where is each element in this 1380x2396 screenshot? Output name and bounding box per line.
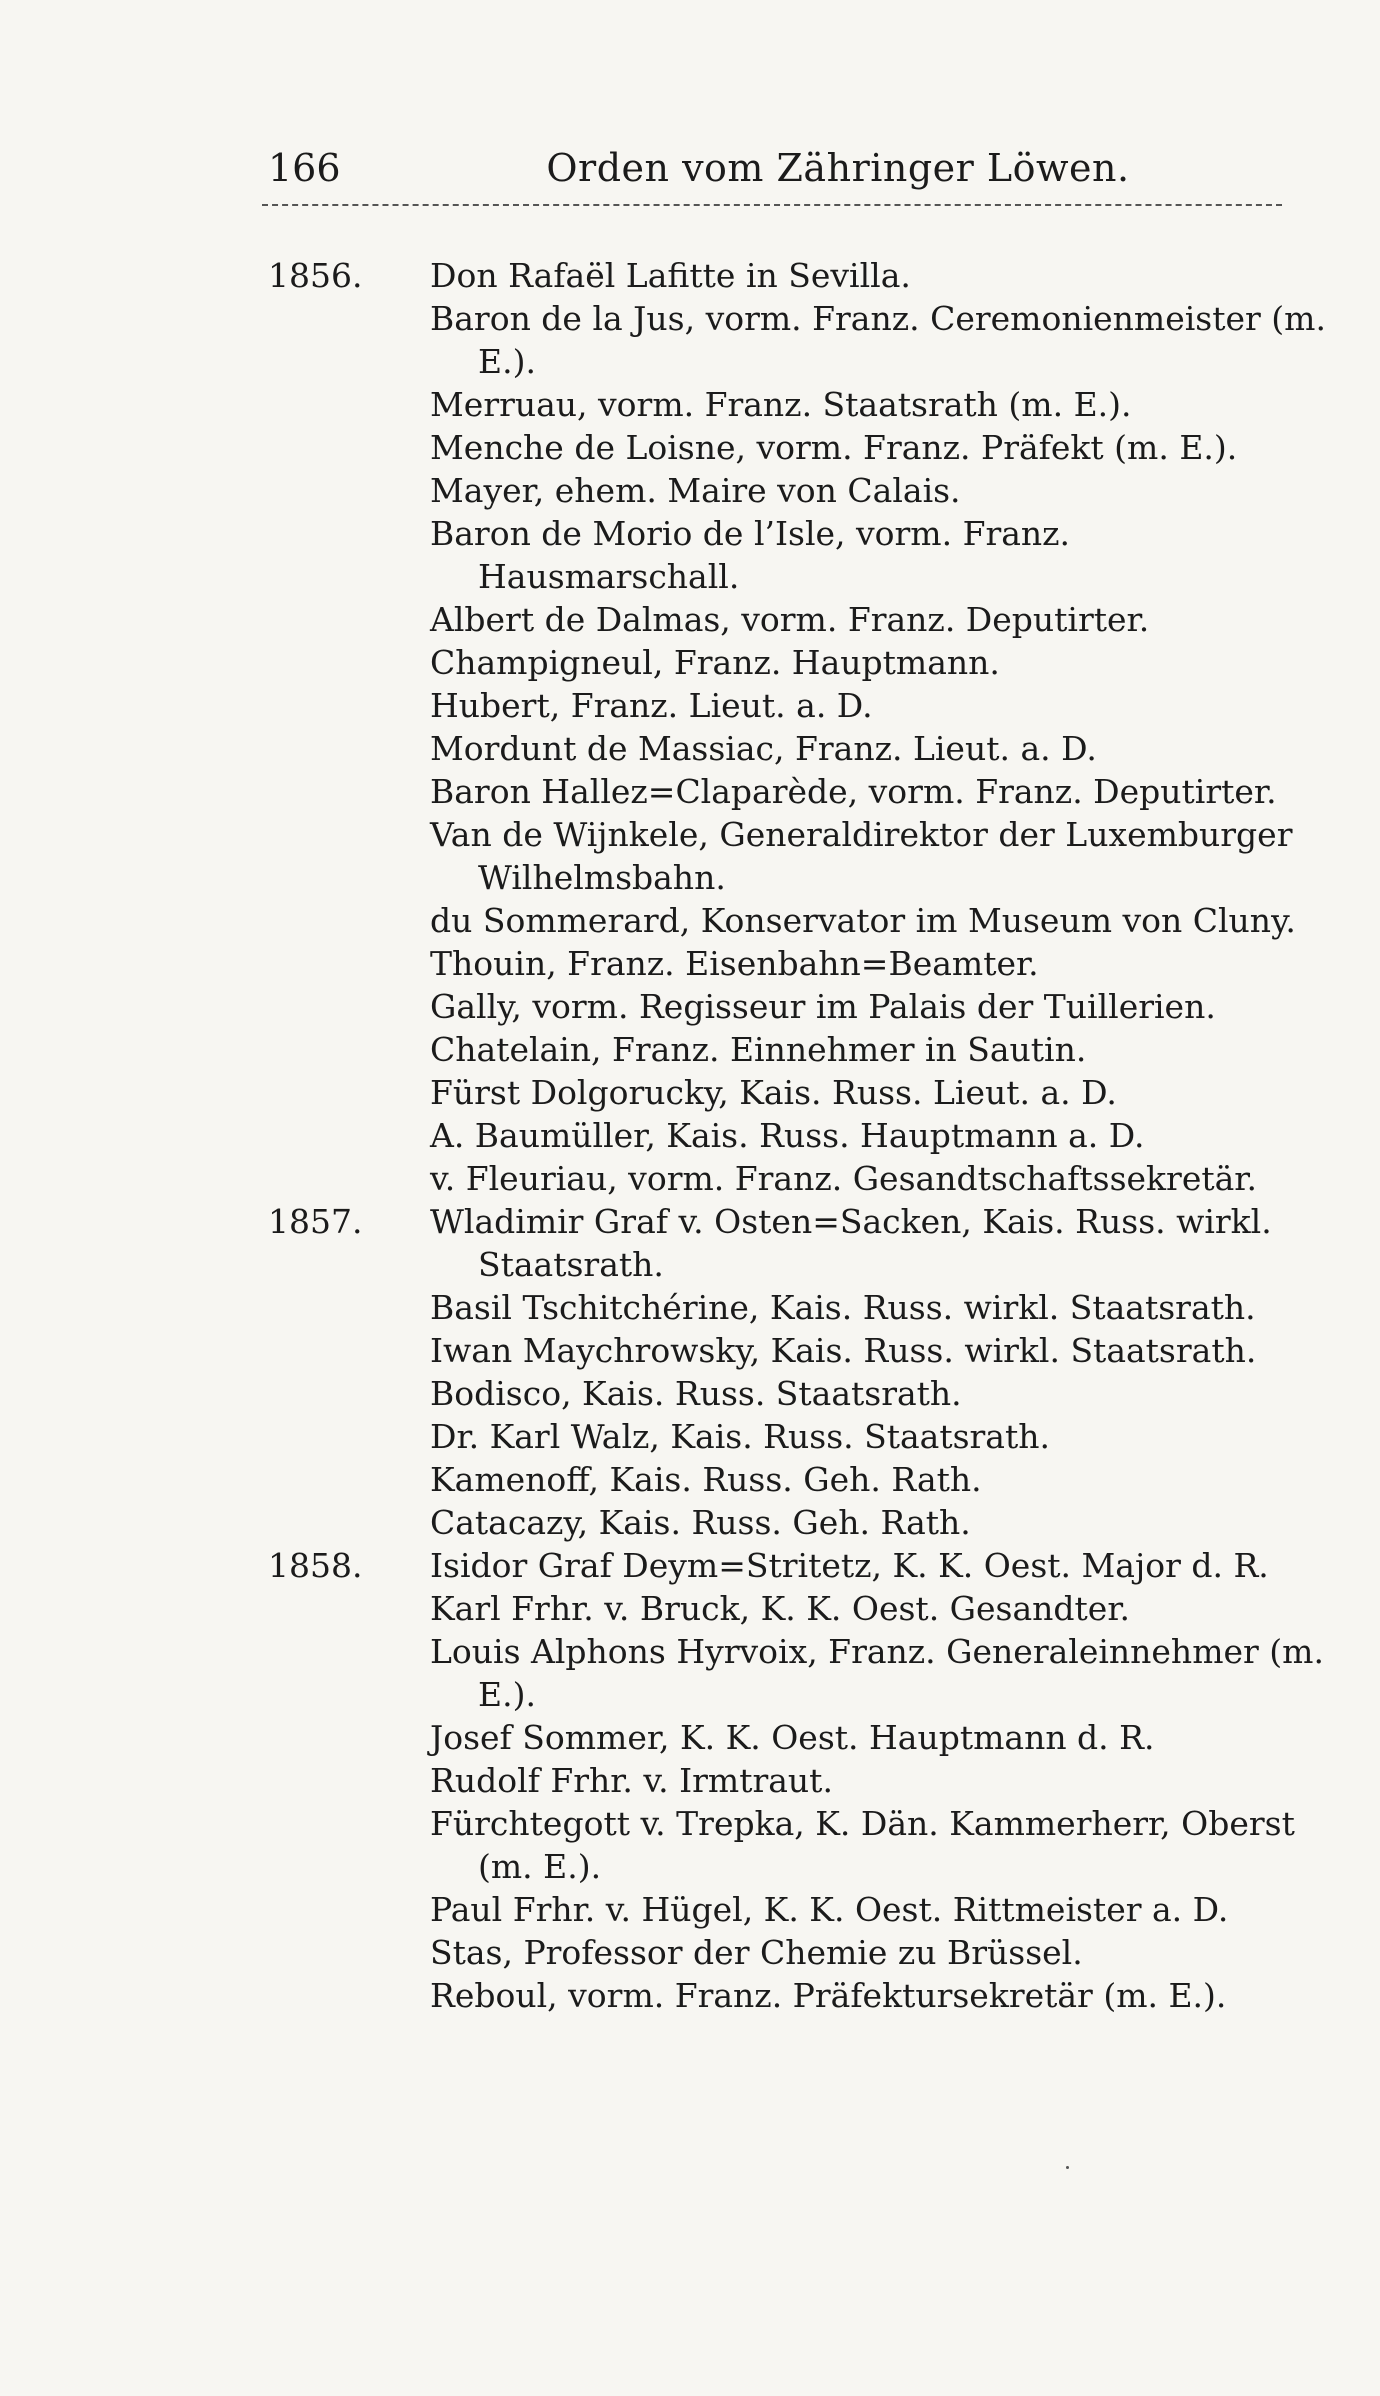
list-item: [0, 727, 1380, 770]
list-item: [0, 254, 1380, 297]
entry-text: Paul Frhr. v. Hügel, K. K. Oest. Rittmeister a. D.: [430, 1890, 1229, 1929]
entry-text: Gally, vorm. Regisseur im Palais der Tuillerien.: [430, 987, 1216, 1026]
entry-text: Chatelain, Franz. Einnehmer in Sautin.: [430, 1030, 1087, 1069]
entry-text: Van de Wijnkele, Generaldirektor der Luxemburger Wilhelmsbahn.: [430, 815, 1293, 897]
list-item: [0, 1157, 1380, 1200]
list-item: [0, 426, 1380, 469]
list-item: [0, 297, 1380, 383]
list-item: [0, 1286, 1380, 1329]
entry-year: 1857.: [268, 1202, 363, 1241]
entry-text: Menche de Loisne, vorm. Franz. Präfekt (m. E.).: [430, 428, 1238, 467]
entry-text: Albert de Dalmas, vorm. Franz. Deputirter.: [430, 600, 1150, 639]
entry-text: Reboul, vorm. Franz. Präfektursekretär (m. E.).: [430, 1976, 1227, 2015]
entry-text: Bodisco, Kais. Russ. Staatsrath.: [430, 1374, 962, 1413]
entry-text: Dr. Karl Walz, Kais. Russ. Staatsrath.: [430, 1417, 1050, 1456]
entry-text: Isidor Graf Deym=Stritetz, K. K. Oest. Major d. R.: [430, 1546, 1269, 1585]
list-item: [0, 1716, 1380, 1759]
ink-speck: [1066, 2166, 1069, 2169]
list-item: [0, 1759, 1380, 1802]
entry-text: Wladimir Graf v. Osten=Sacken, Kais. Russ. wirkl. Staatsrath.: [430, 1202, 1272, 1284]
entry-text: Hubert, Franz. Lieut. a. D.: [430, 686, 873, 725]
entry-text: du Sommerard, Konservator im Museum von Cluny.: [430, 901, 1296, 940]
entry-text: Stas, Professor der Chemie zu Brüssel.: [430, 1933, 1083, 1972]
list-item: [0, 985, 1380, 1028]
list-item: [0, 641, 1380, 684]
entry-text: Louis Alphons Hyrvoix, Franz. Generaleinnehmer (m. E.).: [430, 1632, 1324, 1714]
list-item: [0, 1802, 1380, 1888]
list-item: [0, 1544, 1380, 1587]
list-item: [0, 383, 1380, 426]
list-item: [0, 512, 1380, 598]
entry-text: Mayer, ehem. Maire von Calais.: [430, 471, 961, 510]
list-item: [0, 1329, 1380, 1372]
list-item: [0, 1587, 1380, 1630]
entry-text: Merruau, vorm. Franz. Staatsrath (m. E.).: [430, 385, 1132, 424]
entry-text: Don Rafaël Lafitte in Sevilla.: [430, 256, 911, 295]
list-item: [0, 598, 1380, 641]
list-item: [0, 899, 1380, 942]
list-item: [0, 1071, 1380, 1114]
header-rule: [262, 204, 1282, 206]
list-item: [0, 1200, 1380, 1286]
list-item: [0, 1372, 1380, 1415]
list-item: [0, 469, 1380, 512]
entry-text: Rudolf Frhr. v. Irmtraut.: [430, 1761, 833, 1800]
entry-year: 1858.: [268, 1546, 363, 1585]
page-header: [268, 138, 1278, 198]
entry-text: A. Baumüller, Kais. Russ. Hauptmann a. D.: [430, 1116, 1145, 1155]
list-item: [0, 942, 1380, 985]
entry-text: Karl Frhr. v. Bruck, K. K. Oest. Gesandter.: [430, 1589, 1130, 1628]
entry-text: Fürchtegott v. Trepka, K. Dän. Kammerherr, Oberst (m. E.).: [430, 1804, 1295, 1886]
running-title: Orden vom Zähringer Löwen.: [546, 146, 1130, 190]
entry-text: Kamenoff, Kais. Russ. Geh. Rath.: [430, 1460, 982, 1499]
list-item: [0, 684, 1380, 727]
entry-text: Iwan Maychrowsky, Kais. Russ. wirkl. Staatsrath.: [430, 1331, 1257, 1370]
entry-text: Catacazy, Kais. Russ. Geh. Rath.: [430, 1503, 971, 1542]
list-item: [0, 1028, 1380, 1071]
entry-text: Josef Sommer, K. K. Oest. Hauptmann d. R.: [430, 1718, 1155, 1757]
entry-text: Thouin, Franz. Eisenbahn=Beamter.: [430, 944, 1039, 983]
list-item: [0, 770, 1380, 813]
list-item: [0, 1415, 1380, 1458]
entry-text: Baron de Morio de l’Isle, vorm. Franz. Hausmarschall.: [430, 514, 1071, 596]
list-item: [0, 1931, 1380, 1974]
list-item: [0, 1888, 1380, 1931]
entry-text: Fürst Dolgorucky, Kais. Russ. Lieut. a. D.: [430, 1073, 1117, 1112]
list-item: [0, 813, 1380, 899]
entry-text: Champigneul, Franz. Hauptmann.: [430, 643, 1000, 682]
list-item: [0, 1114, 1380, 1157]
entry-text: Mordunt de Massiac, Franz. Lieut. a. D.: [430, 729, 1097, 768]
entry-year: 1856.: [268, 256, 363, 295]
entry-text: v. Fleuriau, vorm. Franz. Gesandtschaftssekretär.: [430, 1159, 1257, 1198]
list-item: [0, 1501, 1380, 1544]
entry-text: Baron de la Jus, vorm. Franz. Ceremonienmeister (m. E.).: [430, 299, 1326, 381]
entry-text: Baron Hallez=Claparède, vorm. Franz. Deputirter.: [430, 772, 1277, 811]
entry-text: Basil Tschitchérine, Kais. Russ. wirkl. Staatsrath.: [430, 1288, 1256, 1327]
list-item: [0, 1458, 1380, 1501]
page-number: 166: [268, 146, 341, 190]
list-item: [0, 1630, 1380, 1716]
entry-list: [0, 254, 1380, 2017]
list-item: [0, 1974, 1380, 2017]
